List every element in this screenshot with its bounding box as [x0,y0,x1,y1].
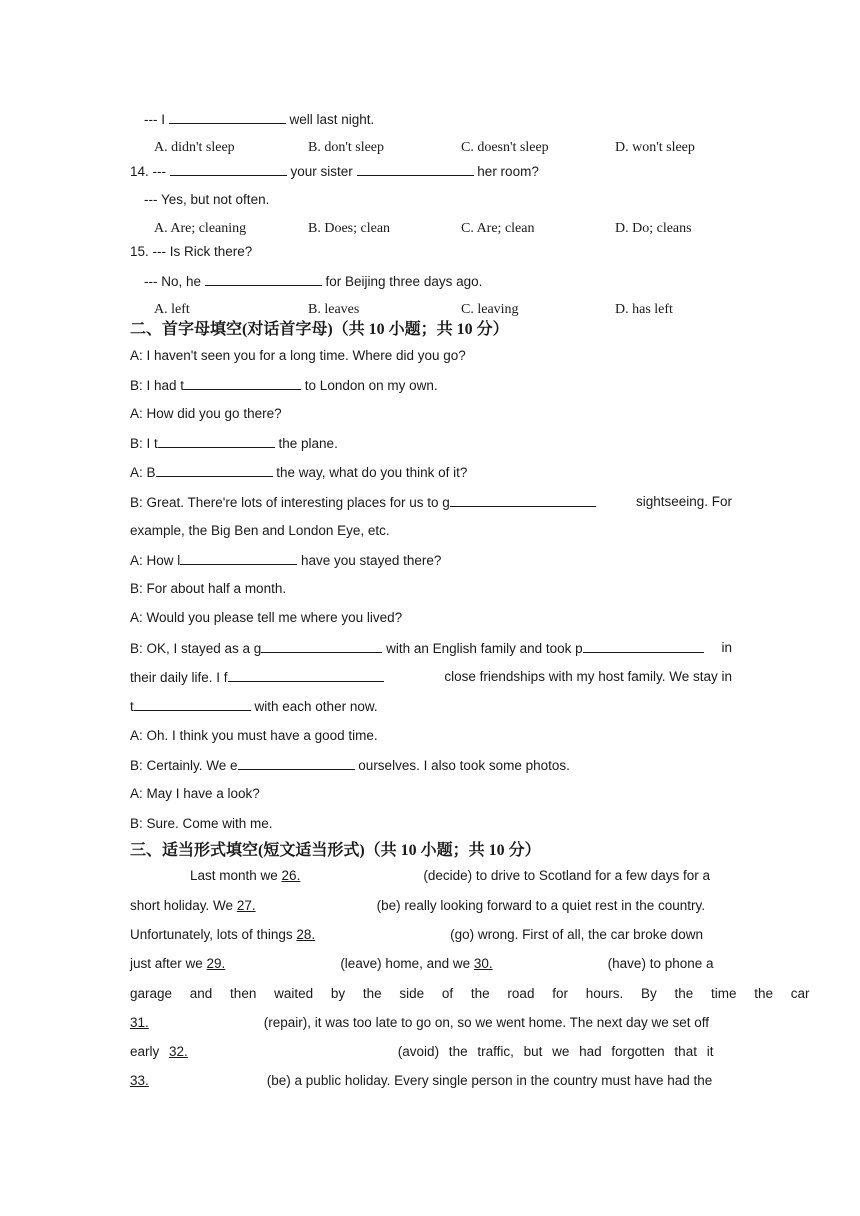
q15-reply: --- No, he for Beijing three days ago. [144,274,483,289]
dialogue-line: A: Would you please tell me where you lived? [130,610,403,625]
dialogue-line: A: Oh. I think you must have a good time. [130,728,378,743]
q13-option-d[interactable]: D. won't sleep [615,140,695,155]
section-heading: 三、适当形式填空(短文适当形式)（共 10 小题；共 10 分） [130,842,541,859]
q15-stem: 15. --- Is Rick there? [130,244,253,259]
dialogue-line: A: B the way, what do you think of it? [130,465,468,480]
dialogue-line: B: Sure. Come with me. [130,816,273,831]
answer-blank[interactable] [583,639,704,653]
blank-32[interactable]: 32. [169,1044,188,1059]
dialogue-line: B: Certainly. We e ourselves. I also took some photos. [130,758,570,773]
q14-option-a[interactable]: A. Are; cleaning [154,221,247,236]
dialogue-line: B: OK, I stayed as a g with an English family and took p in [130,640,732,656]
answer-blank[interactable] [184,376,301,390]
passage-line: 31. (repair), it was too late to go on, so we went home. The next day we set off [130,1015,710,1030]
dialogue-line: B: Great. There're lots of interesting places for us to g sightseeing. For [130,494,732,510]
passage-line: Last month we 26. (decide) to drive to Scotland for a few days for a [190,868,710,883]
answer-blank[interactable] [158,434,275,448]
dialogue-line: t with each other now. [130,699,378,714]
q13-option-b[interactable]: B. don't sleep [308,140,385,155]
passage-line: just after we 29. (leave) home, and we 30. (have) to phone a [130,956,714,971]
dialogue-line: their daily life. I f close friendships with my host family. We stay in [130,669,732,685]
q14-option-c[interactable]: C. Are; clean [461,221,535,236]
q15-option-d[interactable]: D. has left [615,302,673,317]
answer-blank[interactable] [205,272,322,286]
dialogue-line: B: I had t to London on my own. [130,378,438,393]
passage-line: garage and then waited by the side of the road for hours. By the time the car [130,986,810,1001]
dialogue-line: B: For about half a month. [130,581,287,596]
answer-blank[interactable] [134,697,251,711]
answer-blank[interactable] [169,110,286,124]
blank-30[interactable]: 30. [473,956,493,971]
q15-option-b[interactable]: B. leaves [308,302,360,317]
blank-27[interactable]: 27. [236,898,256,913]
q14-option-d[interactable]: D. Do; cleans [615,221,692,236]
q13-option-a[interactable]: A. didn't sleep [154,140,235,155]
q13-stem: --- I well last night. [144,112,375,127]
answer-blank[interactable] [450,493,596,507]
q14-stem: 14. --- your sister her room? [130,164,539,179]
answer-blank[interactable] [228,668,384,682]
answer-blank[interactable] [180,551,297,565]
q15-option-a[interactable]: A. left [154,302,190,317]
dialogue-line: A: How did you go there? [130,406,282,421]
dialogue-line: example, the Big Ben and London Eye, etc. [130,523,390,538]
dialogue-line: A: How l have you stayed there? [130,553,442,568]
q14-option-b[interactable]: B. Does; clean [308,221,391,236]
dialogue-line: B: I t the plane. [130,436,338,451]
answer-blank[interactable] [238,756,355,770]
blank-26[interactable]: 26. [281,868,301,883]
answer-blank[interactable] [261,639,382,653]
q14-reply: --- Yes, but not often. [144,192,270,207]
blank-33[interactable]: 33. [130,1073,149,1088]
passage-line: short holiday. We 27. (be) really looking forward to a quiet rest in the country. [130,898,706,913]
answer-blank[interactable] [170,162,287,176]
blank-28[interactable]: 28. [296,927,316,942]
blank-31[interactable]: 31. [130,1015,149,1030]
dialogue-line: A: May I have a look? [130,786,260,801]
answer-blank[interactable] [156,463,273,477]
answer-blank[interactable] [357,162,474,176]
blank-29[interactable]: 29. [206,956,226,971]
q13-option-c[interactable]: C. doesn't sleep [461,140,549,155]
passage-line: Unfortunately, lots of things 28. (go) wrong. First of all, the car broke down [130,927,703,942]
passage-line: 33. (be) a public holiday. Every single person in the country must have had the [130,1073,713,1088]
q15-option-c[interactable]: C. leaving [461,302,519,317]
dialogue-line: A: I haven't seen you for a long time. Where did you go? [130,348,466,363]
section-heading: 二、首字母填空(对话首字母)（共 10 小题；共 10 分） [130,321,509,338]
passage-line: early 32. (avoid) the traffic, but we had forgotten that it [130,1044,714,1059]
